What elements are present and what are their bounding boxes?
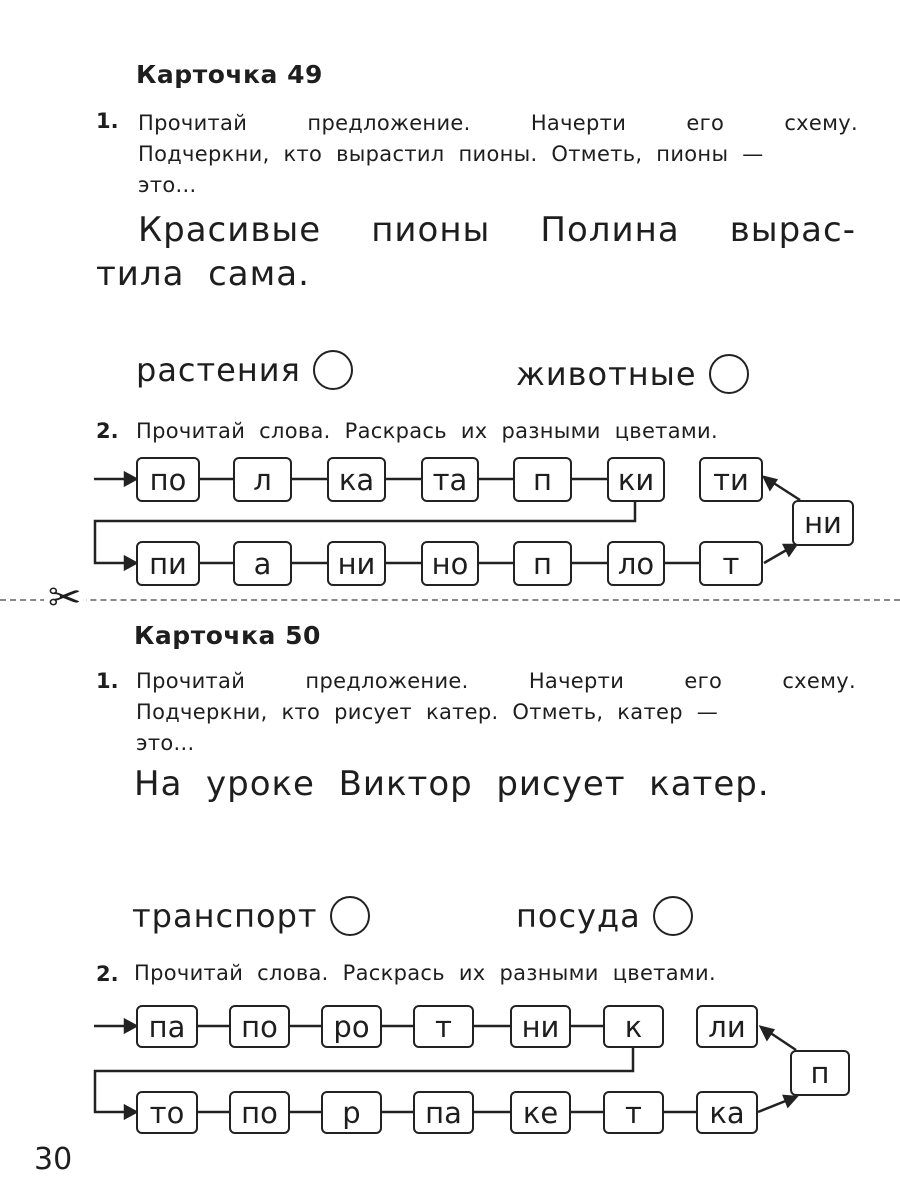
option-label: животные	[516, 355, 697, 393]
task-number: 1.	[96, 109, 119, 133]
instruction-word: Прочитай	[136, 669, 246, 693]
instruction-word: Прочитай	[138, 111, 248, 135]
syllable-box[interactable]: п	[790, 1050, 850, 1096]
syllable-box[interactable]: к	[603, 1005, 664, 1048]
syllable-box[interactable]: то	[136, 1091, 198, 1134]
syllable-box[interactable]: т	[699, 541, 763, 586]
syllable-box[interactable]: ни	[510, 1005, 571, 1048]
syllable-box[interactable]: р	[321, 1091, 382, 1134]
syllable-box[interactable]: ро	[321, 1005, 382, 1048]
instruction-word: его	[686, 111, 725, 135]
syllable-box[interactable]: но	[421, 541, 479, 586]
instruction-word: схему.	[782, 669, 856, 693]
syllable-box[interactable]: а	[233, 541, 292, 586]
syllable-box[interactable]: по	[229, 1005, 290, 1048]
task-number: 2.	[96, 419, 119, 443]
task-number: 2.	[96, 962, 119, 986]
sentence-word: Красивые	[138, 210, 322, 250]
page-number: 30	[34, 1142, 73, 1177]
sentence-word: вырас-	[729, 210, 856, 250]
syllable-box[interactable]: ка	[696, 1091, 758, 1134]
task-2-instructions: Прочитай слова. Раскрась их разными цветами.	[136, 419, 718, 443]
syllable-box[interactable]: л	[233, 457, 292, 502]
syllable-box[interactable]: ни	[792, 500, 854, 546]
instruction-line: Подчеркни, кто рисует катер. Отметь, катер —	[136, 700, 719, 724]
sentence-word: пионы	[371, 210, 491, 250]
syllable-box[interactable]: п	[513, 457, 572, 502]
instruction-word: его	[684, 669, 723, 693]
instruction-word: предложение.	[307, 111, 471, 135]
syllable-box[interactable]: ти	[699, 457, 763, 502]
card-50-title: Карточка 50	[134, 621, 321, 650]
syllable-box[interactable]: ке	[510, 1091, 571, 1134]
option-label: растения	[136, 351, 301, 389]
task-2-instructions: Прочитай слова. Раскрась их разными цветами.	[134, 961, 716, 985]
instruction-word: предложение.	[305, 669, 469, 693]
syllable-box[interactable]: ло	[607, 541, 665, 586]
sentence-line: тила сама.	[96, 254, 310, 294]
syllable-box[interactable]: па	[413, 1091, 474, 1134]
syllable-box[interactable]: ка	[327, 457, 386, 502]
syllable-box[interactable]: по	[229, 1091, 290, 1134]
sentence-line: На уроке Виктор рисует катер.	[134, 764, 770, 804]
option-label: транспорт	[132, 897, 318, 935]
instruction-line: это...	[136, 731, 195, 755]
scissors-icon: ✂	[44, 578, 86, 618]
syllable-box[interactable]: по	[136, 457, 200, 502]
syllable-box[interactable]: ки	[607, 457, 665, 502]
syllable-box[interactable]: пи	[136, 541, 200, 586]
syllable-box[interactable]: ли	[696, 1005, 758, 1048]
card-49-title: Карточка 49	[136, 60, 323, 89]
instruction-line: Подчеркни, кто вырастил пионы. Отметь, пионы —	[138, 142, 764, 166]
instruction-word: Начерти	[530, 111, 627, 135]
task-number: 1.	[96, 669, 119, 693]
option-label: посуда	[516, 897, 641, 935]
instruction-word: схему.	[784, 111, 858, 135]
syllable-box[interactable]: па	[136, 1005, 198, 1048]
syllable-box[interactable]: ни	[327, 541, 386, 586]
sentence-word: Полина	[540, 210, 680, 250]
instruction-line: это...	[138, 173, 197, 197]
syllable-box[interactable]: т	[413, 1005, 474, 1048]
instruction-word: Начерти	[528, 669, 625, 693]
syllable-chain-lines-50	[0, 600, 900, 1140]
syllable-box[interactable]: та	[421, 457, 479, 502]
syllable-box[interactable]: т	[603, 1091, 664, 1134]
syllable-box[interactable]: п	[513, 541, 572, 586]
